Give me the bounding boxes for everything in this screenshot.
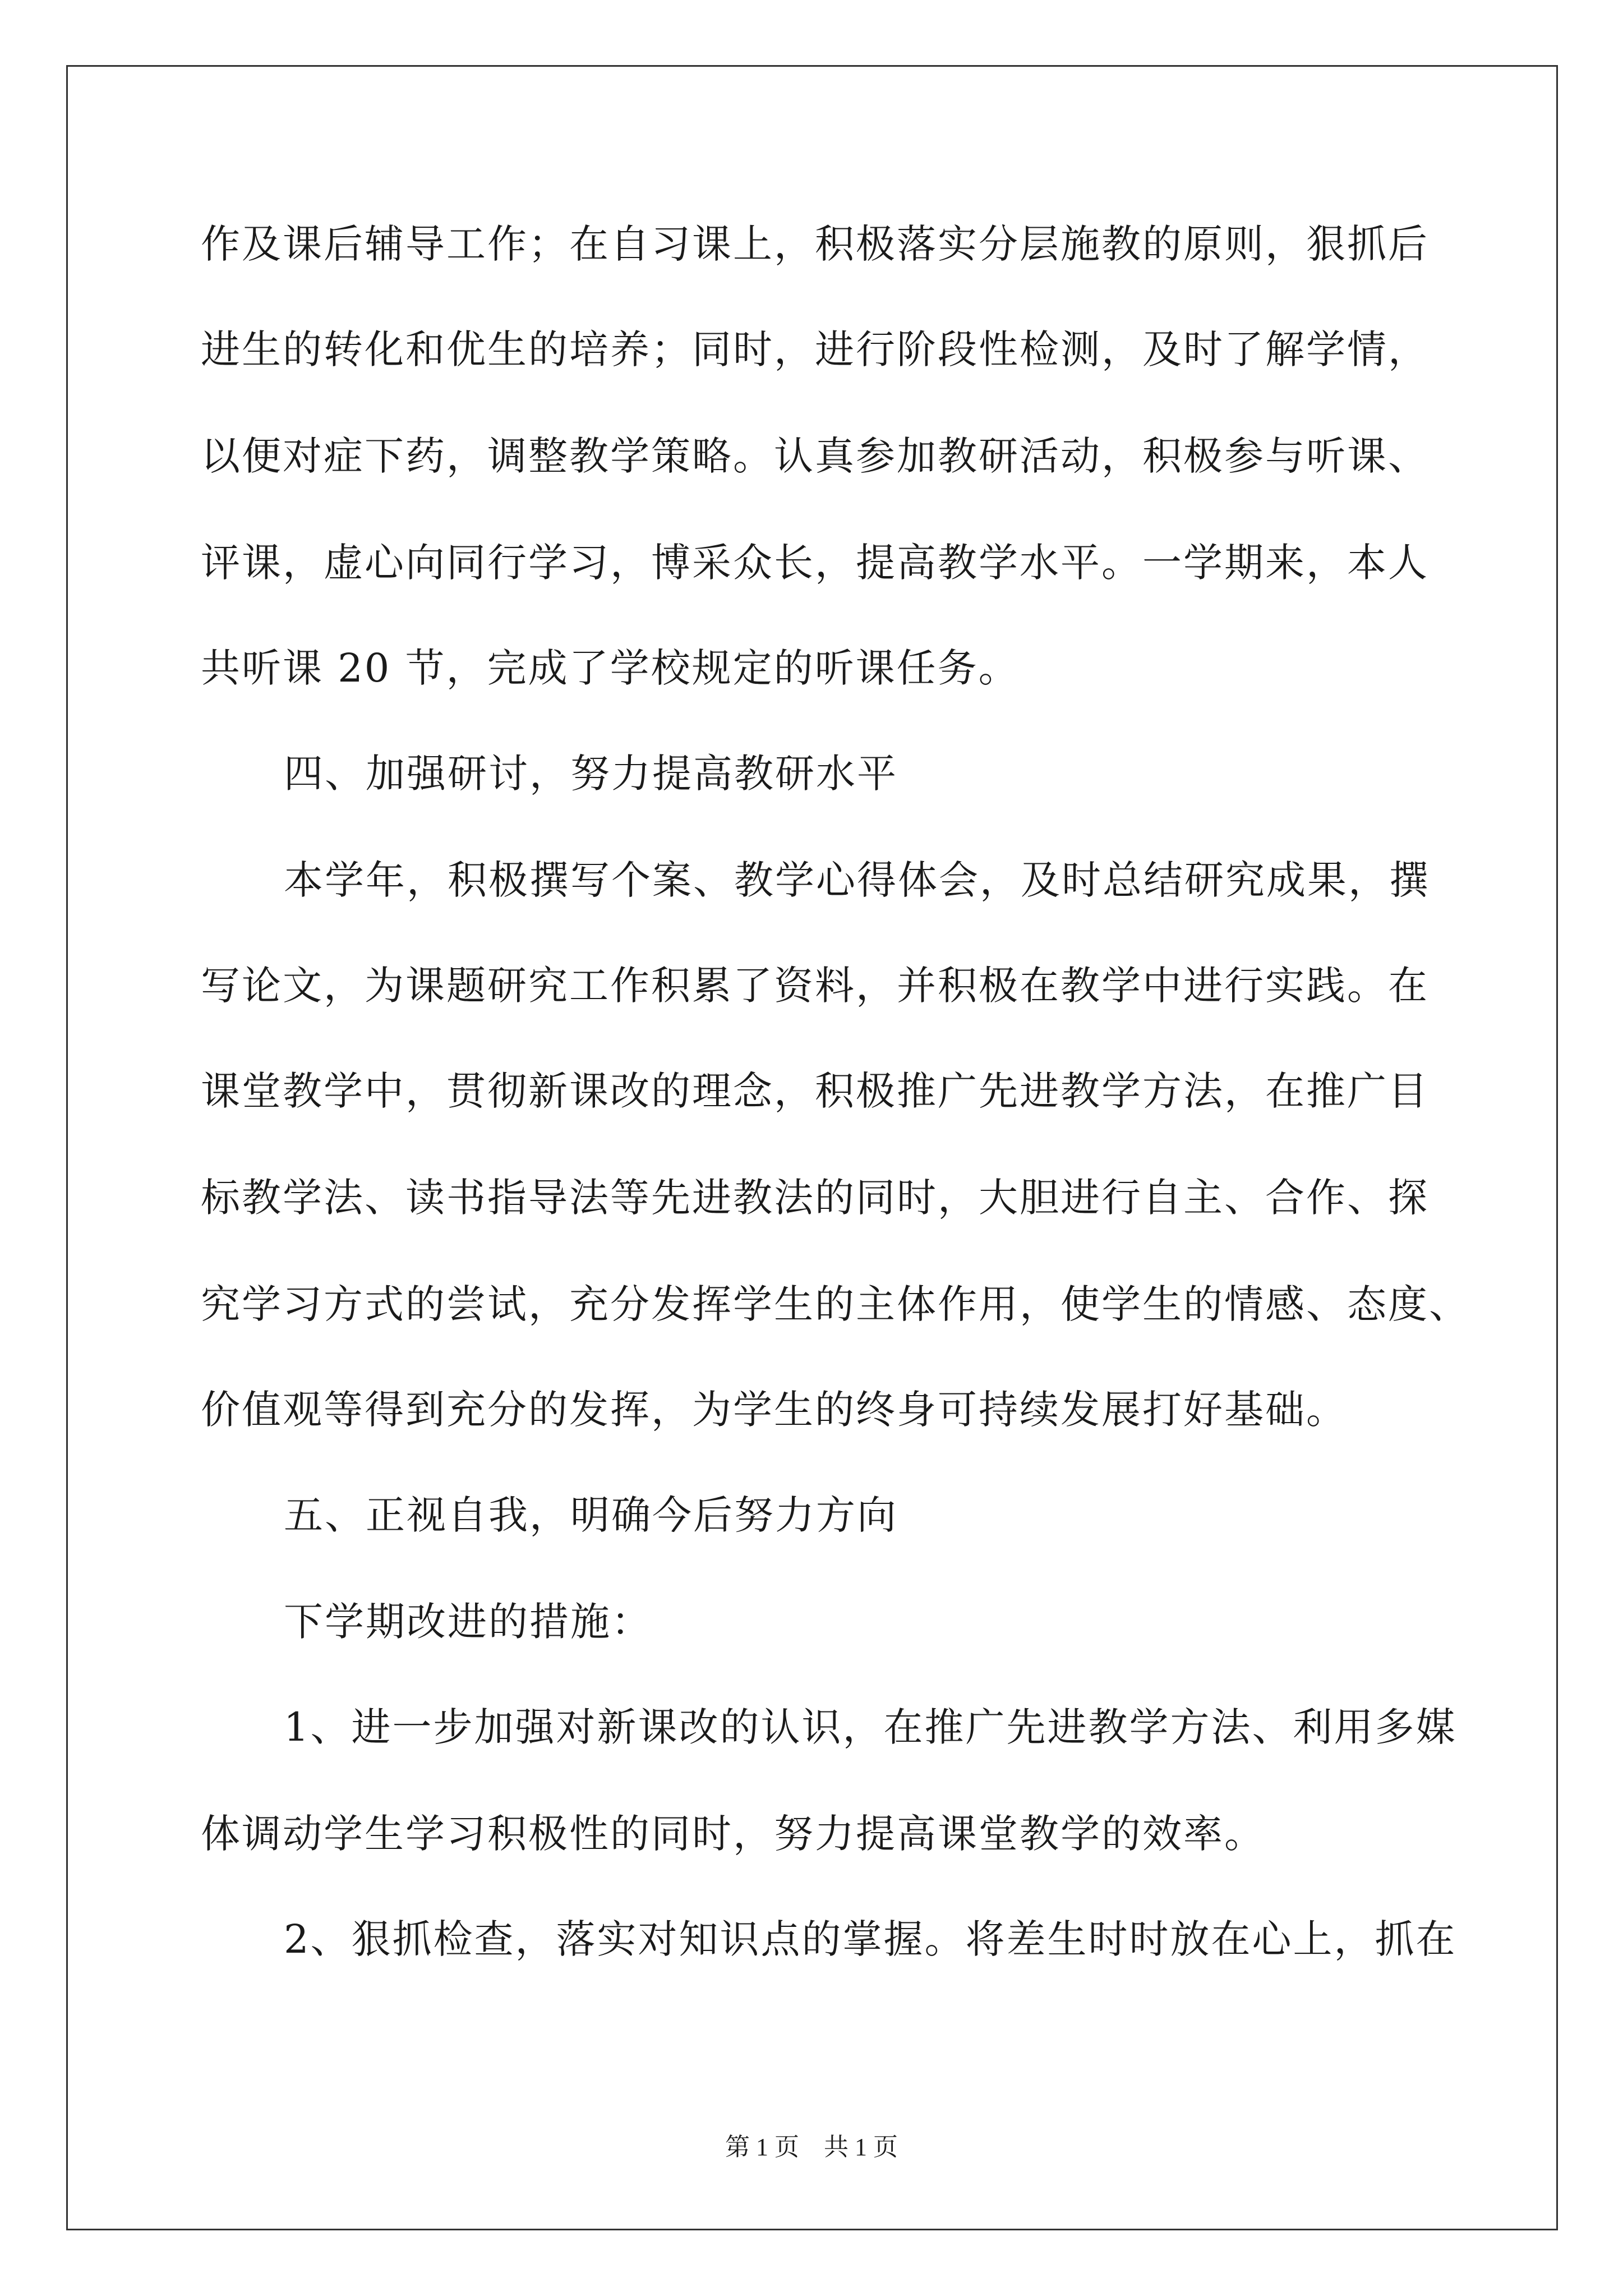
text-line: 以便对症下药，调整教学策略。认真参加教研活动，积极参与听课、 xyxy=(201,433,1429,479)
text-line: 进生的转化和优生的培养；同时，进行阶段性检测，及时了解学情， xyxy=(201,326,1429,372)
section-heading: 五、正视自我，明确今后努力方向 xyxy=(284,1492,898,1538)
text-line: 标教学法、读书指导法等先进教法的同时，大胆进行自主、合作、探 xyxy=(201,1175,1429,1221)
text-line: 究学习方式的尝试，充分发挥学生的主体作用，使学生的情感、态度、 xyxy=(201,1281,1470,1327)
text-line: 本学年，积极撰写个案、教学心得体会，及时总结研究成果，撰 xyxy=(284,857,1430,903)
text-line: 课堂教学中，贯彻新课改的理念，积极推广先进教学方法，在推广目 xyxy=(201,1068,1429,1114)
text-line: 作及课后辅导工作；在自习课上，积极落实分层施教的原则，狠抓后 xyxy=(201,221,1429,267)
list-item: 2、狠抓检查，落实对知识点的掌握。将差生时时放在心上，抓在 xyxy=(284,1916,1457,1962)
section-heading: 四、加强研讨，努力提高教研水平 xyxy=(284,751,898,797)
text-line: 评课，虚心向同行学习，博采众长，提高教学水平。一学期来，本人 xyxy=(201,540,1429,586)
text-line: 价值观等得到充分的发挥，为学生的终身可持续发展打好基础。 xyxy=(201,1387,1347,1433)
text-line: 共听课 20 节，完成了学校规定的听课任务。 xyxy=(201,645,1020,691)
page-border xyxy=(66,65,1558,2230)
text-line: 体调动学生学习积极性的同时，努力提高课堂教学的效率。 xyxy=(201,1811,1265,1857)
text-line: 写论文，为课题研究工作积累了资料，并积极在教学中进行实践。在 xyxy=(201,963,1429,1009)
list-item: 1、进一步加强对新课改的认识，在推广先进教学方法、利用多媒 xyxy=(284,1704,1457,1750)
page-footer: 第 1 页 共 1 页 xyxy=(725,2133,898,2161)
text-line: 下学期改进的措施： xyxy=(284,1599,652,1645)
